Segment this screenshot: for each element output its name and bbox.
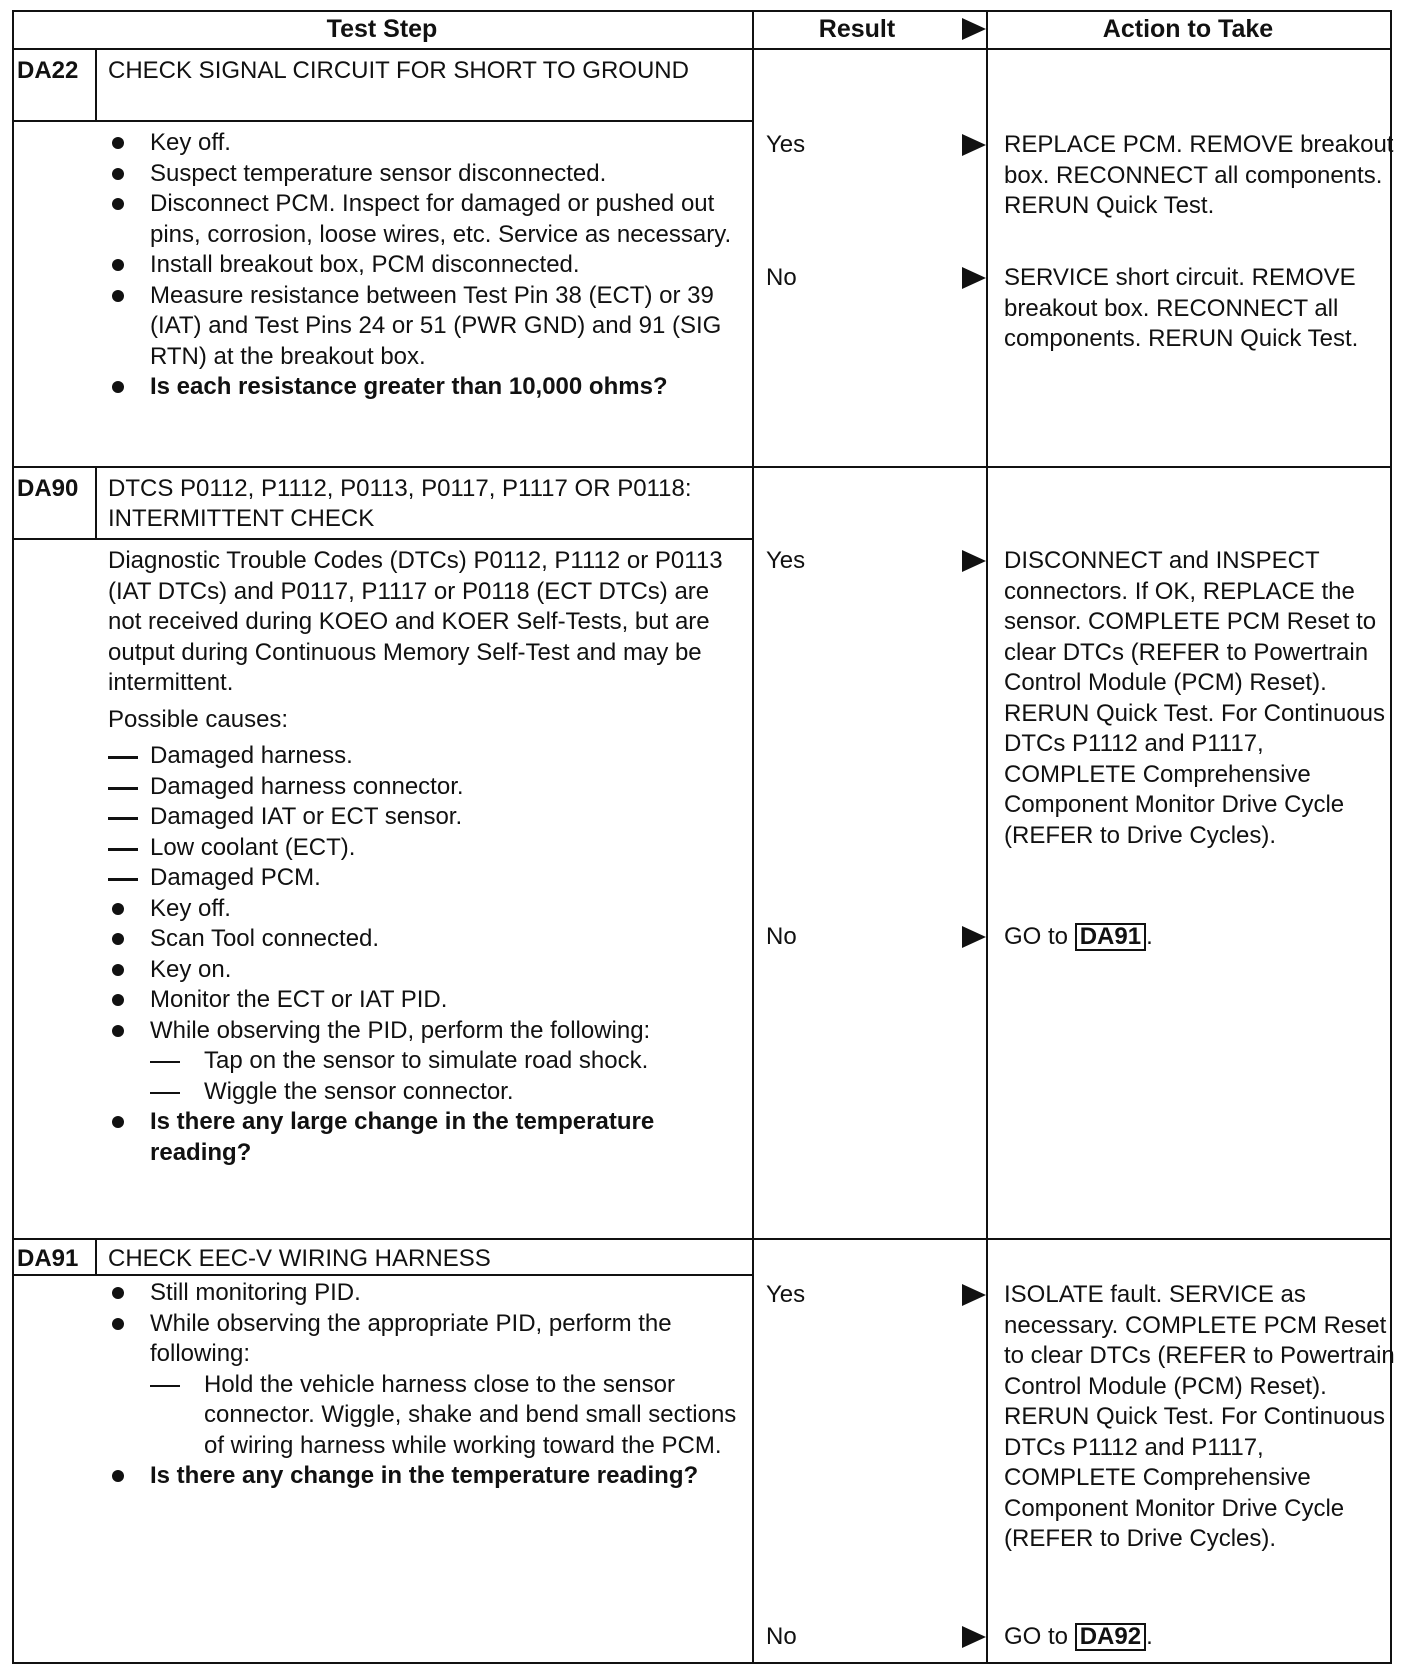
cause-item: Damaged harness connector. bbox=[150, 772, 464, 800]
result-yes: Yes bbox=[766, 1281, 806, 1308]
sub-item: Tap on the sensor to simulate road shock. bbox=[204, 1047, 649, 1074]
step-bullet: Monitor the ECT or IAT PID. bbox=[150, 986, 448, 1013]
title-underline bbox=[12, 538, 752, 540]
step-reference-link[interactable]: DA91 bbox=[1075, 923, 1146, 951]
step-title: CHECK SIGNAL CIRCUIT FOR SHORT TO GROUND bbox=[108, 57, 689, 84]
cause-item: Damaged harness. bbox=[150, 742, 353, 769]
sub-item: Hold the vehicle harness close to the sensor connector. Wiggle, shake and bend small sections of wiring harness while working toward the PCM. bbox=[204, 1370, 737, 1459]
header-bottom-border bbox=[12, 48, 1392, 50]
step-title: DTCS P0112, P1112, P0113, P0117, P1117 OR P0118: INTERMITTENT CHECK bbox=[108, 475, 692, 532]
result-arrow-icon bbox=[962, 926, 986, 948]
header-action: Action to Take bbox=[1102, 15, 1274, 43]
result-arrow-icon bbox=[962, 134, 986, 156]
title-underline bbox=[12, 120, 752, 122]
code-divider bbox=[95, 1238, 97, 1274]
step-body bbox=[108, 546, 748, 1168]
header-arrow-icon bbox=[962, 18, 986, 40]
code-divider bbox=[95, 48, 97, 120]
result-no: No bbox=[766, 923, 797, 950]
result-yes: Yes bbox=[766, 547, 806, 574]
step-code: DA91 bbox=[17, 1245, 79, 1272]
step-bullet: Suspect temperature sensor disconnected. bbox=[150, 159, 607, 187]
step-bullet: Key off. bbox=[150, 129, 231, 156]
step-body bbox=[108, 128, 748, 403]
step-body bbox=[108, 1278, 748, 1492]
step-bullet: Key on. bbox=[150, 955, 232, 983]
header-test-step: Test Step bbox=[326, 15, 438, 43]
step-bullet: Measure resistance between Test Pin 38 (ECT) or 39 (IAT) and Test Pins 24 or 51 (PWR GND) and 91 (SIG RTN) at the breakout box. bbox=[150, 281, 722, 370]
action-yes: REPLACE PCM. REMOVE breakout box. RECONNECT all components. RERUN Quick Test. bbox=[1004, 131, 1394, 219]
step-question: Is there any change in the temperature reading? bbox=[150, 1462, 699, 1489]
cause-item: Low coolant (ECT). bbox=[150, 833, 356, 861]
step-reference-link[interactable]: DA92 bbox=[1075, 1623, 1146, 1651]
row-separator bbox=[12, 1238, 1392, 1240]
result-column-divider bbox=[986, 10, 988, 1664]
step-bullet: Install breakout box, PCM disconnected. bbox=[150, 251, 580, 278]
code-divider bbox=[95, 466, 97, 538]
step-title: CHECK EEC-V WIRING HARNESS bbox=[108, 1245, 491, 1272]
sub-item: Wiggle the sensor connector. bbox=[204, 1077, 514, 1105]
action-no-prefix: GO to bbox=[1004, 923, 1069, 950]
step-code: DA22 bbox=[17, 57, 79, 84]
result-arrow-icon bbox=[962, 1626, 986, 1648]
step-code: DA90 bbox=[17, 475, 79, 502]
header-result: Result bbox=[818, 15, 896, 43]
step-bullet: While observing the PID, perform the following: bbox=[150, 1016, 651, 1044]
action-no-suffix: . bbox=[1146, 923, 1153, 950]
row-separator bbox=[12, 466, 1392, 468]
action-yes: ISOLATE fault. SERVICE as necessary. COMPLETE PCM Reset to clear DTCs (REFER to Powertrain Control Module (PCM) Reset). RERUN Quick Test. For Continuous DTCs P1112 and P1117, COMPLETE Comprehensive Component Monitor Drive Cycle (REFER to Drive Cycles). bbox=[1004, 1281, 1395, 1552]
result-arrow-icon bbox=[962, 1284, 986, 1306]
step-question: Is there any large change in the temperature reading? bbox=[150, 1108, 655, 1166]
result-no: No bbox=[766, 1623, 797, 1650]
result-no: No bbox=[766, 264, 797, 291]
step-bullet: Still monitoring PID. bbox=[150, 1279, 361, 1306]
cause-item: Damaged PCM. bbox=[150, 864, 321, 891]
step-bullet: Key off. bbox=[150, 894, 231, 922]
action-no-suffix: . bbox=[1146, 1623, 1153, 1650]
result-arrow-icon bbox=[962, 550, 986, 572]
action-no: SERVICE short circuit. REMOVE breakout box. RECONNECT all components. RERUN Quick Test. bbox=[1004, 264, 1359, 352]
action-no bbox=[1004, 922, 1396, 953]
cause-item: Damaged IAT or ECT sensor. bbox=[150, 803, 463, 830]
title-underline bbox=[12, 1274, 752, 1276]
result-yes: Yes bbox=[766, 131, 806, 158]
action-no bbox=[1004, 1622, 1396, 1653]
step-question: Is each resistance greater than 10,000 ohms? bbox=[150, 373, 668, 400]
result-arrow-icon bbox=[962, 267, 986, 289]
step-bullet: Scan Tool connected. bbox=[150, 925, 380, 952]
action-no-prefix: GO to bbox=[1004, 1623, 1069, 1650]
step-bullet: While observing the appropriate PID, perform the following: bbox=[150, 1309, 672, 1367]
table-left-border bbox=[12, 10, 14, 1664]
step-intro: Diagnostic Trouble Codes (DTCs) P0112, P1112 or P0113 (IAT DTCs) and P0117, P1117 or P0118 (ECT DTCs) are not received during KOEO and KOER Self-Tests, but are output during Continuous Memory Self-Test and may be intermittent. bbox=[108, 547, 723, 696]
causes-label: Possible causes: bbox=[108, 705, 289, 733]
step-bullet: Disconnect PCM. Inspect for damaged or pushed out pins, corrosion, loose wires, etc. Service as necessary. bbox=[150, 190, 732, 248]
action-yes: DISCONNECT and INSPECT connectors. If OK, REPLACE the sensor. COMPLETE PCM Reset to clear DTCs (REFER to Powertrain Control Module (PCM) Reset). RERUN Quick Test. For Continuous DTCs P1112 and P1117, COMPLETE Comprehensive Component Monitor Drive Cycle (REFER to Drive Cycles). bbox=[1004, 547, 1386, 849]
step-column-divider bbox=[752, 10, 754, 1664]
